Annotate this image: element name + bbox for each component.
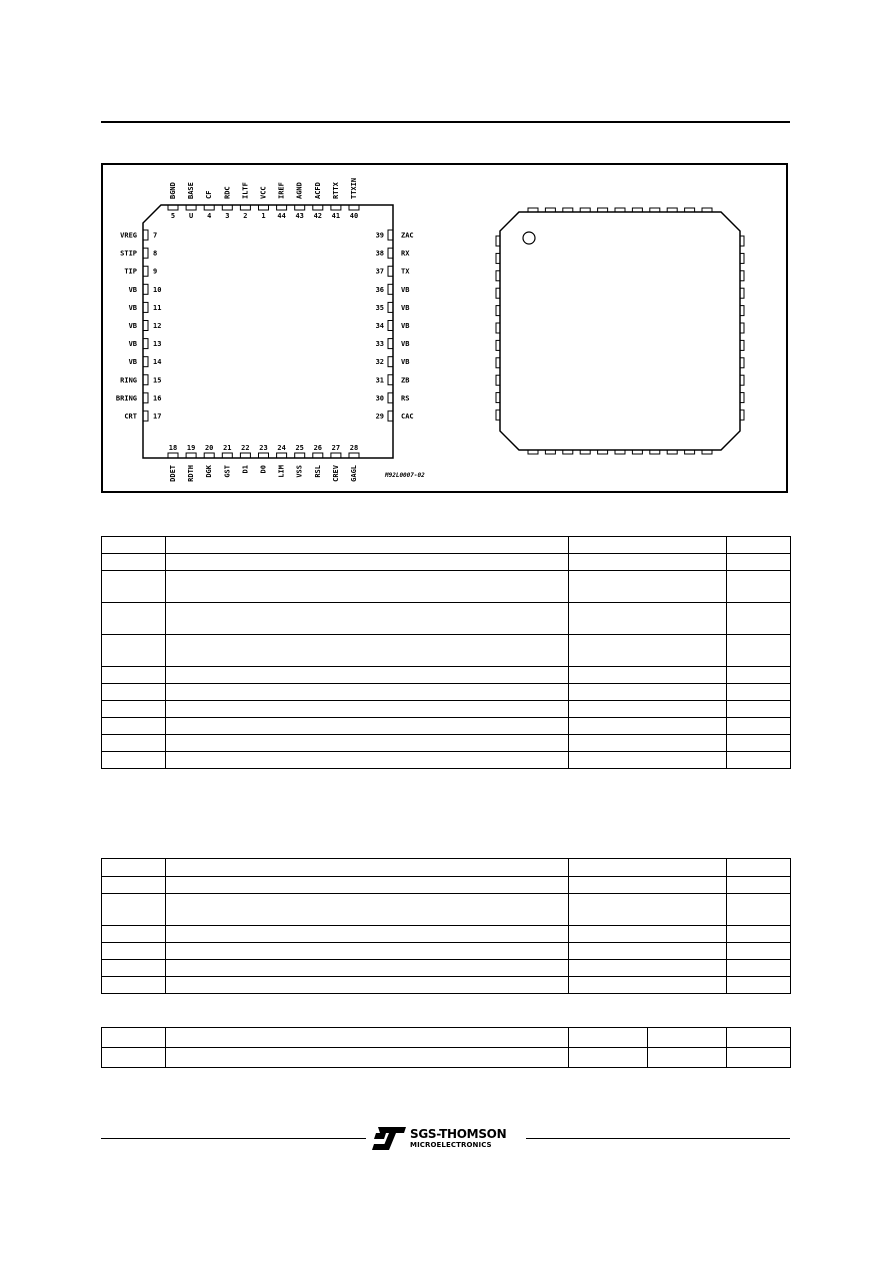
pin-bottom-name: VSS [295,465,304,478]
table-row [102,1048,791,1068]
pin-right-number: 35 [375,303,384,312]
pin-bottom-number: 18 [168,444,178,452]
pin-connection-diagram [101,163,788,493]
pin1-marker-circle [523,232,535,244]
table-row [102,701,791,718]
pin-right-name: ZAC [401,231,414,240]
pin-left-name: VB [128,340,137,349]
pin-left-name: VB [128,303,137,312]
pin-right-number: 33 [375,340,384,349]
table-row [102,735,791,752]
pin-diagram-svg [103,165,786,491]
table-1 [101,536,791,769]
table-row [102,859,791,877]
pin-top-number: 44 [277,212,286,220]
pin-left-name: VB [128,322,137,330]
pin-right-number: 32 [375,358,384,367]
st-logo-icon [370,1125,408,1151]
pin-bottom-name: CREV [331,465,340,482]
pin-top-number: 40 [349,212,359,220]
pin-right-number: 36 [375,285,384,294]
logo-subtitle: MICROELECTRONICS [410,1141,492,1149]
table-row [102,977,791,994]
chip-outline-top-view [143,205,393,458]
table-row [102,960,791,977]
header-rule [101,121,790,123]
pin-bottom-name: DDET [169,465,177,482]
table-row [102,1028,791,1048]
pin-left-number: 10 [153,285,162,294]
table-row [102,752,791,769]
table-row [102,877,791,894]
sgs-thomson-logo [368,1124,528,1152]
table-row [102,684,791,701]
pin-left-number: 11 [153,303,162,312]
pin-left-number: 12 [153,322,162,330]
pin-top-number: 43 [295,212,304,220]
pin-top-name: CF [205,190,214,199]
table-row [102,718,791,735]
table-row [102,894,791,926]
pin-top-name: ACFD [313,182,322,199]
logo-brand: SGS-THOMSON [410,1127,507,1141]
pin-top-name: ILTF [241,182,250,199]
pin-left-number: 15 [153,376,162,385]
pin-right-name: RS [401,394,410,403]
table-row [102,554,791,571]
pin-left-number: 8 [153,249,158,258]
pin-left-number: 13 [153,340,162,349]
pin-right-name: ZB [401,376,410,385]
table-row [102,537,791,554]
pin-left-number: 9 [153,267,158,276]
pin-bottom-name: GST [223,465,232,478]
pin-top-name: BASE [187,182,196,199]
pin-top-number: 1 [261,212,266,220]
pin-bottom-number: 22 [241,444,250,452]
pin-bottom-number: 27 [331,444,341,452]
pin-right-number: 37 [375,267,384,276]
pin-right-number: 34 [375,322,384,330]
pin-left-number: 14 [153,358,162,367]
pin-left-number: 17 [153,412,162,421]
table-row [102,603,791,635]
pin-right-number: 31 [375,376,384,385]
pin-right-name: VB [401,322,410,330]
pin-top-name: RDC [223,186,232,199]
table-row [102,635,791,667]
pin-bottom-number: 20 [204,444,214,452]
pin-right-name: RX [401,249,410,258]
pin-right-number: 29 [375,412,384,421]
chip-outline-package-view [500,212,740,450]
pin-right-name: VB [401,340,410,349]
pin-bottom-name: D1 [241,465,250,474]
pin-bottom-number: 19 [186,444,196,452]
pin-right-number: 30 [375,394,384,403]
pin-bottom-number: 21 [223,444,232,452]
pin-top-number: 42 [313,212,323,220]
pin-right-name: VB [401,285,410,294]
pin-left-name: CRT [124,412,137,421]
pin-left-name: STIP [120,249,137,258]
pin-top-name: IREF [277,182,286,199]
pin-left-name: VB [128,285,137,294]
pin-right-name: VB [401,358,410,367]
pin-left-number: 16 [153,394,162,403]
pin-bottom-number: 25 [295,444,304,452]
pin-top-number: 5 [170,212,176,220]
table-row [102,571,791,603]
pin-top-name: TTXIN [350,177,358,199]
pin-left-name: TIP [124,267,137,276]
pin-bottom-name: GAGL [350,465,358,482]
pin-bottom-number: 24 [277,444,286,452]
pin-top-name: BGND [169,182,177,199]
pin-bottom-number: 26 [313,444,323,452]
pin-bottom-name: D0 [259,465,268,474]
pin-bottom-number: 28 [349,444,359,452]
pin-right-name: TX [401,267,410,276]
pin-left-name: VREG [120,231,137,240]
pin-left-name: BRING [115,394,137,403]
table-2 [101,858,791,994]
pin-top-number: 3 [225,212,230,220]
pin-top-name: VCC [259,186,268,199]
pin-right-name: CAC [401,412,414,421]
pin-bottom-name: RSL [313,465,322,478]
pin-top-name: RTTX [331,182,340,199]
pin-left-name: VB [128,358,137,367]
table-row [102,926,791,943]
pin-bottom-name: DGK [205,465,214,478]
pin-top-number: 41 [331,212,341,220]
pin-bottom-name: LIM [277,465,286,478]
table-row [102,667,791,684]
pin-right-name: VB [401,303,410,312]
footer-rule-right [526,1138,790,1139]
figure-code: M92L0007-02 [385,472,425,479]
pin-right-number: 39 [375,231,384,240]
table-3 [101,1027,791,1068]
pin-top-number: 4 [207,212,212,220]
pin-top-name: AGND [295,182,304,199]
pin-bottom-name: RDTH [187,465,196,482]
pin-left-name: RING [120,376,137,385]
pin-bottom-number: 23 [259,444,268,452]
table-row [102,943,791,960]
pin-left-number: 7 [153,231,158,240]
pin-top-number: U [188,212,194,220]
pin-top-number: 2 [243,212,248,220]
footer-rule-left [101,1138,366,1139]
pin-right-number: 38 [375,249,384,258]
